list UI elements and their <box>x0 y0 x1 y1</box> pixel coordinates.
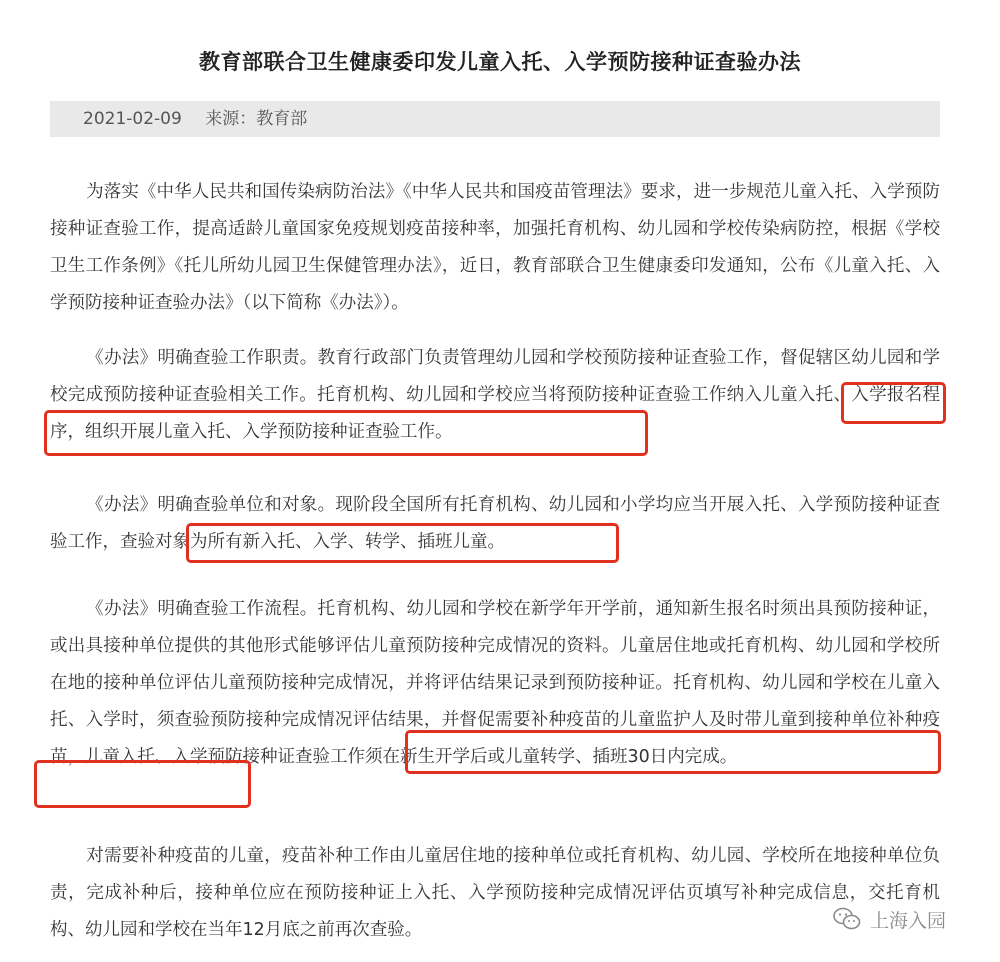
article-meta <box>50 101 940 137</box>
paragraph-text: 为落实《中华人民共和国传染病防治法》《中华人民共和国疫苗管理法》要求，进一步规范儿童入托、入学预防接种证查验工作，提高适龄儿童国家免疫规划疫苗接种率，加强托育机构、幼儿园和学校传染病防控，根据《学校卫生工作条例》《托儿所幼儿园卫生保健管理办法》，近日，教育部联合卫生健康委印发通知，公布《儿童入托、入学预防接种证查验办法》（以下简称《办法》）。 <box>50 182 940 313</box>
paragraph-text: 《办法》明确查验工作职责。教育行政部门负责管理幼儿园和学校预防接种证查验工作，督促辖区幼儿园和学校完成预防接种证查验相关工作。托育机构、幼儿园和学校应当将预防接种证查验工作纳入儿童入托、入学报名程序，组织开展儿童入托、入学预防接种证查验工作。 <box>50 348 940 442</box>
paragraph-text: 《办法》明确查验单位和对象。现阶段全国所有托育机构、幼儿园和小学均应当开展入托、入学预防接种证查验工作，查验对象为所有新入托、入学、转学、插班儿童。 <box>50 495 940 552</box>
article-source: 来源：教育部 <box>205 109 308 129</box>
wechat-icon <box>832 906 862 932</box>
highlight-box-deadline-2 <box>34 760 251 808</box>
watermark-text: 上海入园 <box>870 909 947 932</box>
article-date: 2021-02-09 <box>83 109 182 129</box>
highlight-box-targets <box>186 523 619 563</box>
paragraph-intro <box>50 174 940 322</box>
paragraph-makeup <box>50 838 940 949</box>
highlight-box-enrollment-1 <box>841 382 946 424</box>
highlight-box-enrollment-2 <box>44 410 648 456</box>
paragraph-text: 对需要补种疫苗的儿童，疫苗补种工作由儿童居住地的接种单位或托育机构、幼儿园、学校所在地接种单位负责，完成补种后，接种单位应在预防接种证上入托、入学预防接种完成情况评估页填写补种完成信息，交托育机构、幼儿园和学校在当年12月底之前再次查验。 <box>50 846 940 940</box>
article-title: 教育部联合卫生健康委印发儿童入托、入学预防接种证查验办法 <box>199 50 801 74</box>
paragraph-text: 《办法》明确查验工作流程。托育机构、幼儿园和学校在新学年开学前，通知新生报名时须出具预防接种证，或出具接种单位提供的其他形式能够评估儿童预防接种完成情况的资料。儿童居住地或托育机构、幼儿园和学校所在地的接种单位评估儿童预防接种完成情况，并将评估结果记录到预防接种证。托育机构、幼儿园和学校在儿童入托、入学时，须查验预防接种完成情况评估结果，并督促需要补种疫苗的儿童监护人及时带儿童到接种单位补种疫苗，儿童入托、入学预防接种证查验工作须在新生开学后或儿童转学、插班30日内完成。 <box>50 599 940 767</box>
highlight-box-deadline-1 <box>405 730 941 774</box>
watermark <box>832 903 946 935</box>
